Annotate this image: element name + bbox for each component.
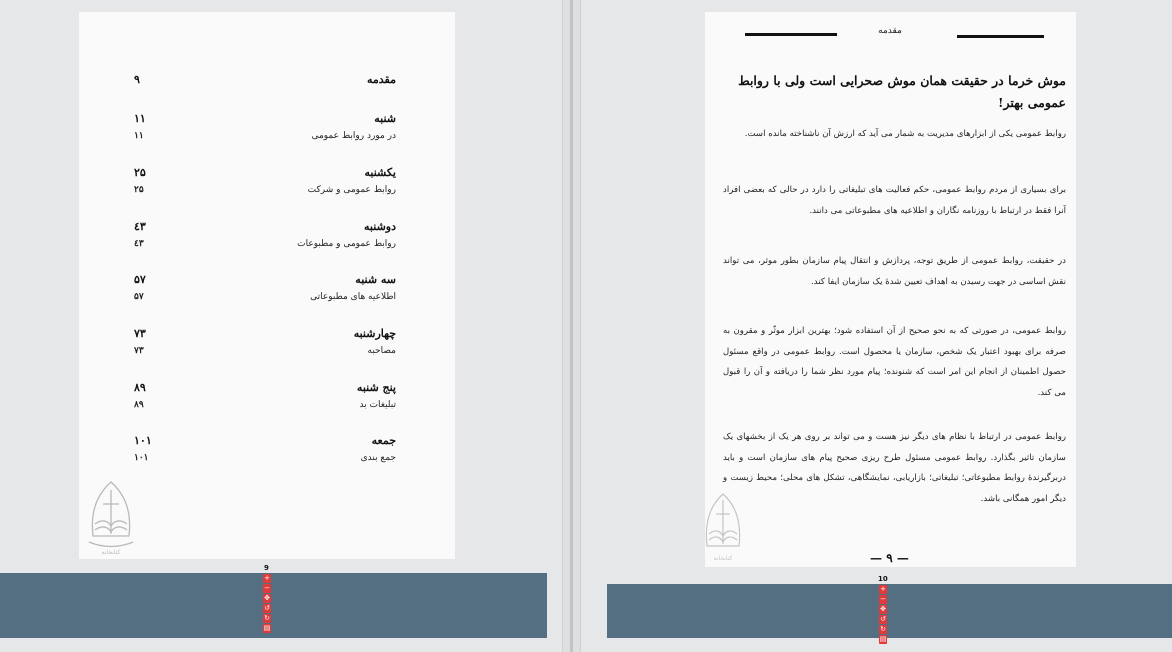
toc-item-page: ٤٣	[134, 239, 144, 249]
svg-text:کتابخانه: کتابخانه	[101, 549, 121, 556]
toc-item-label: روابط عمومی و شرکت	[307, 185, 396, 195]
toc-heading-page: ۸۹	[134, 381, 146, 394]
zoom-in-icon[interactable]: +	[880, 585, 886, 593]
toc-item-label: در مورد روابط عمومی	[311, 131, 396, 141]
toc-heading-page: ۷۳	[134, 327, 146, 340]
running-head-rule-right	[957, 35, 1044, 38]
toc-item-page: ۱۰۱	[134, 453, 149, 463]
running-head	[705, 26, 1076, 50]
toc-heading-label: چهارشنبه	[353, 327, 396, 340]
toc-heading[interactable]	[134, 324, 396, 343]
zoom-in-icon[interactable]: +	[264, 574, 270, 582]
toc-heading[interactable]	[134, 217, 396, 236]
toc-item-label: مصاحبه	[367, 346, 396, 356]
pane-divider[interactable]	[562, 0, 581, 652]
toc-item-label: روابط عمومی و مطبوعات	[297, 239, 396, 249]
toc-item-page: ۸۹	[134, 400, 144, 410]
toc-item[interactable]	[134, 397, 396, 414]
toc-heading[interactable]	[134, 378, 396, 397]
toc-item[interactable]	[134, 182, 396, 199]
toc-heading[interactable]	[134, 70, 396, 89]
body-paragraph: روابط عمومی در ارتباط با نظام های دیگر نیز هست و می تواند بر روی هر یک از بخشهای یک سازمان تاثیر بگذارد. روابط عمومی مسئول طرح ریزی صحیح پیام های سازمان است و باید دربرگیرندهٔ روابط مطبوعاتی؛ تبلیغاتی؛ بازاریابی، نمایشگاهی، تشکل های محلی؛ محیط زیست و دیگر امور همگانی باشد.	[723, 432, 1066, 504]
toc-item[interactable]	[134, 236, 396, 253]
toc-item[interactable]	[134, 343, 396, 360]
rotate-right-icon[interactable]: ↻	[880, 625, 886, 633]
print-icon[interactable]: ▤	[263, 624, 271, 632]
viewer-toolbar	[263, 574, 271, 633]
rotate-left-icon[interactable]: ↺	[880, 615, 886, 623]
toc-heading-page: ۱۰۱	[134, 434, 152, 447]
running-head-label: مقدمه	[878, 26, 902, 36]
toc-heading-label: یکشنبه	[364, 166, 396, 179]
toc-item-label: تبلیغات بد	[359, 400, 396, 410]
page-number-label: 9	[264, 564, 269, 572]
body-paragraph: در حقیقت، روابط عمومی از طریق توجه، پردازش و انتقال پیام سازمان بطور موثر، می تواند نقش اساسی در جهت رسیدن به اهداف تعیین شدهٔ یک سازمان ایفا کند.	[723, 256, 1066, 287]
toc-section	[134, 431, 396, 467]
pan-icon[interactable]: ✥	[880, 605, 886, 613]
left-page	[79, 12, 455, 559]
toc-heading-label: سه شنبه	[355, 273, 396, 286]
toc-heading[interactable]	[134, 270, 396, 289]
page-footer-strip	[607, 584, 1172, 638]
toc-item-page: ۲۵	[134, 185, 144, 195]
toc-heading-label: مقدمه	[366, 73, 396, 86]
toc-heading[interactable]	[134, 431, 396, 450]
toc-section	[134, 378, 396, 414]
running-head-rule-left	[745, 33, 837, 36]
toc-heading-label: جمعه	[371, 434, 396, 447]
body-paragraph: روابط عمومی یکی از ابزارهای مدیریت به شمار می آید که ارزش آن ناشناخته مانده است.	[744, 129, 1066, 139]
toc-heading-page: ۵۷	[134, 273, 146, 286]
library-seal-logo	[81, 478, 141, 556]
library-seal-logo	[697, 490, 749, 565]
body-paragraph: برای بسیاری از مردم روابط عمومی، حکم فعالیت های تبلیغاتی را دارد در حالی که بعضی افراد آنرا فقط در ارتباط با روزنامه نگاران و اطلاعیه های مطبوعاتی می دانند.	[723, 185, 1066, 216]
table-of-contents	[79, 12, 455, 559]
print-icon[interactable]: ▤	[879, 635, 887, 643]
zoom-out-icon[interactable]: −	[264, 584, 270, 592]
left-page-pane	[0, 0, 562, 652]
toc-item[interactable]	[134, 289, 396, 306]
toc-heading-label: پنج شنبه	[356, 381, 396, 394]
toc-section	[134, 70, 396, 89]
toc-section	[134, 270, 396, 306]
toc-heading-page: ٤٣	[134, 220, 146, 233]
toc-section	[134, 163, 396, 199]
viewer-toolbar	[879, 585, 887, 644]
right-page	[705, 12, 1076, 567]
zoom-out-icon[interactable]: −	[880, 595, 886, 603]
page-footer-strip	[0, 573, 547, 638]
body-paragraph: روابط عمومی، در صورتی که به نحو صحیح از آن استفاده شود؛ بهترین ابزار موثّر و مقرون به صرفه برای بهبود اعتبار یک شخص، سازمان یا محصول است. روابط عمومی در واقع مسئول حصول اطمینان از انجام این امر است که شنونده؛ پیام مورد نظر شما را دریافته و آن را قبول می کند.	[723, 326, 1066, 398]
rotate-left-icon[interactable]: ↺	[264, 604, 270, 612]
toc-section	[134, 109, 396, 145]
toc-heading-label: شنبه	[374, 112, 396, 125]
page-folio: — ۹ —	[870, 551, 909, 565]
toc-heading-page: ۲۵	[134, 166, 146, 179]
toc-heading-page: ۱۱	[134, 112, 146, 125]
rotate-right-icon[interactable]: ↻	[264, 614, 270, 622]
toc-section	[134, 217, 396, 253]
toc-heading[interactable]	[134, 109, 396, 128]
chapter-title: موش خرما در حقیقت همان موش صحرایی است ولی با روابط عمومی بهتر!	[738, 73, 1066, 110]
toc-section	[134, 324, 396, 360]
toc-item-page: ۷۳	[134, 346, 144, 356]
toc-heading[interactable]	[134, 163, 396, 182]
page-number-label: 10	[878, 575, 888, 583]
toc-item-label: اطلاعیه های مطبوعاتی	[310, 292, 396, 302]
pan-icon[interactable]: ✥	[264, 594, 270, 602]
toc-item[interactable]	[134, 128, 396, 145]
toc-item-page: ۱۱	[134, 131, 144, 141]
toc-heading-label: دوشنبه	[364, 220, 396, 233]
toc-item-label: جمع بندی	[360, 453, 396, 463]
toc-heading-page: ۹	[134, 73, 140, 86]
svg-text:کتابخانه: کتابخانه	[713, 555, 733, 562]
toc-item[interactable]	[134, 450, 396, 467]
right-page-pane	[581, 0, 1172, 652]
toc-item-page: ۵۷	[134, 292, 144, 302]
